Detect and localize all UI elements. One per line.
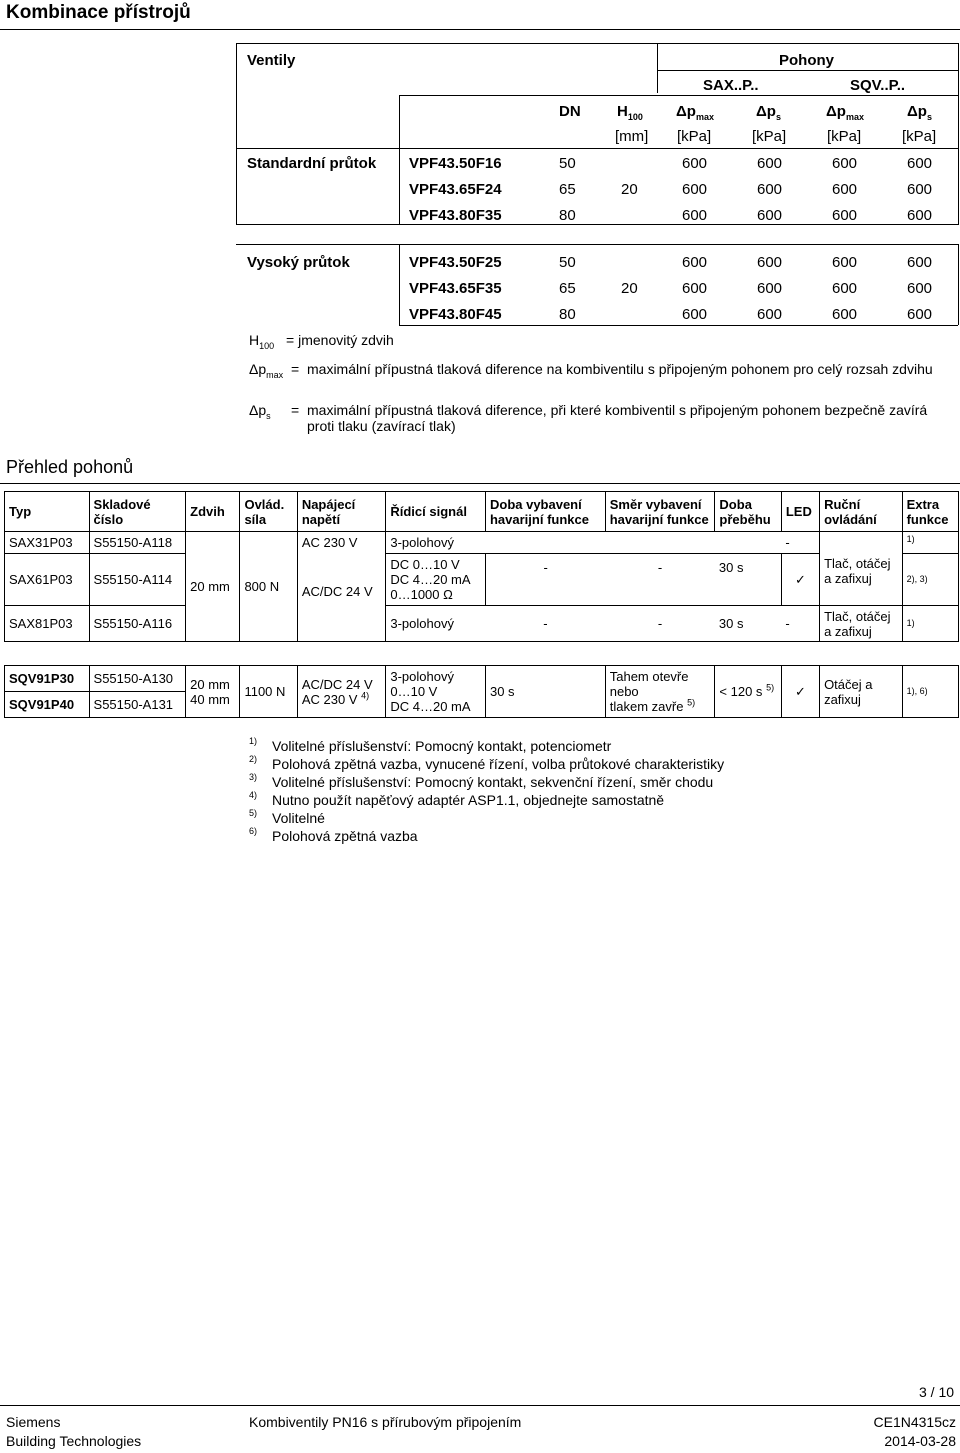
footnote-text: Volitelné příslušenství: Pomocný kontakt, sekvenční řízení, směr chodu — [272, 774, 714, 790]
cislo-cell: S55150-A116 — [89, 606, 186, 642]
footer-date: 2014-03-28 — [884, 1433, 956, 1449]
drives-table-sqv — [4, 665, 959, 718]
sila-cell: 800 N — [240, 532, 297, 642]
cislo-cell: S55150-A118 — [89, 532, 186, 554]
valve-dn: 65 — [559, 181, 576, 198]
prebeh-cell: < 120 s $^{5)}$ — [715, 666, 781, 718]
sax-ps: 600 — [757, 254, 783, 271]
napajeci-cell: AC 230 V — [297, 532, 386, 554]
zdvih-cell: 20 mm 40 mm — [186, 666, 240, 718]
valve-code: VPF43.80F35 — [409, 207, 502, 224]
legend-pmax-eq: = — [291, 361, 300, 377]
sqv-pmax: 600 — [832, 155, 858, 172]
sax-pmax: 600 — [682, 207, 708, 224]
sqv-ps: 600 — [907, 181, 933, 198]
rucni-cell: Tlač, otáčej a zafixuj — [820, 532, 903, 606]
extra-cell: 1), 6) — [902, 666, 958, 718]
sqv-ps: 600 — [907, 306, 933, 323]
footer-division: Building Technologies — [6, 1433, 142, 1449]
napajeci-cell: AC/DC 24 V AC 230 V $^{4)}$ — [297, 666, 386, 718]
sax-pmax: 600 — [682, 306, 708, 323]
sax-pmax: 600 — [682, 181, 708, 198]
header-rucni: Ruční ovládání — [820, 492, 903, 532]
typ-cell: SQV91P30 — [5, 666, 90, 692]
header-sklad: Skladové číslo — [89, 492, 186, 532]
signal-cell: 3-polohový — [386, 532, 486, 554]
valve-code: VPF43.65F24 — [409, 181, 502, 198]
legend-ps-eq: = — [291, 402, 300, 418]
unit-kpa-2: [kPa] — [752, 128, 787, 145]
footnote-text: Volitelné příslušenství: Pomocný kontakt, potenciometr — [272, 738, 612, 754]
group-standard-label: Standardní průtok — [247, 155, 377, 172]
valve-dn: 50 — [559, 155, 576, 172]
group-high-h100: 20 — [621, 280, 638, 297]
sax-pmax: 600 — [682, 155, 708, 172]
unit-kpa-3: [kPa] — [827, 128, 862, 145]
group-standard-h100: 20 — [621, 181, 638, 198]
header-led: LED — [781, 492, 819, 532]
sqv-ps: 600 — [907, 207, 933, 224]
sax-pmax: 600 — [682, 254, 708, 271]
sax-ps: 600 — [757, 207, 783, 224]
drives-table-sax — [4, 491, 959, 642]
unit-mm: [mm] — [615, 128, 649, 145]
legend-pmax-text: maximální přípustná tlaková diference na kombiventilu s připojeným pohonem pro celý rozsah zdvihu — [307, 361, 933, 377]
header-prebeh: Doba přeběhu — [715, 492, 781, 532]
valves-label: Ventily — [247, 52, 296, 69]
legend-ps-text: maximální přípustná tlaková diference, při které kombiventil s připojeným pohonem bezpečně zavírá proti tlaku (zavírací tlak) — [307, 402, 928, 434]
col-dn: DN — [559, 103, 581, 120]
footer-doc-id: CE1N4315cz — [873, 1414, 956, 1430]
sqv-pmax: 600 — [832, 181, 858, 198]
col-pmax-sax: $\Delta p_{max}$ — [676, 103, 714, 122]
col-pmax-sqv: $\Delta p_{max}$ — [826, 103, 864, 122]
rucni-cell: Otáčej a zafixuj — [820, 666, 903, 718]
signal-cell: DC 0…10 V DC 4…20 mA 0…1000 Ω — [386, 554, 486, 606]
prebeh-cell: 30 s — [715, 554, 781, 606]
footnote-number: 4) — [249, 790, 258, 800]
unit-kpa-1: [kPa] — [677, 128, 712, 145]
table-row — [5, 666, 959, 692]
footer-product: Kombiventily PN16 s přírubovým připojením — [249, 1414, 522, 1430]
col-h100: $H_{100}$ — [617, 103, 643, 122]
led-cell: - — [781, 606, 819, 642]
page-title: Kombinace přístrojů — [6, 2, 191, 23]
smer-cell: - — [605, 554, 715, 606]
header-smer: Směr vybavení havarijní funkce — [605, 492, 715, 532]
sqv-ps: 600 — [907, 280, 933, 297]
col-ps-sax: $\Delta p_s$ — [756, 103, 781, 122]
valve-dn: 80 — [559, 306, 576, 323]
typ-cell: SQV91P40 — [5, 692, 90, 718]
valve-code: VPF43.65F35 — [409, 280, 502, 297]
sax-label: SAX..P.. — [703, 77, 759, 94]
footnote-number: 2) — [249, 754, 258, 764]
unit-kpa-4: [kPa] — [902, 128, 937, 145]
footnote-text: Polohová zpětná vazba, vynucené řízení, volba průtokové charakteristiky — [272, 756, 725, 772]
sqv-ps: 600 — [907, 254, 933, 271]
title-rule — [0, 29, 960, 30]
footnote-text: Nutno použít napěťový adaptér ASP1.1, objednejte samostatně — [272, 792, 665, 808]
footer-company: Siemens — [6, 1414, 61, 1430]
doba-cell: 30 s — [485, 666, 605, 718]
header-typ: Typ — [5, 492, 90, 532]
sax-ps: 600 — [757, 306, 783, 323]
led-cell: ✓ — [781, 554, 819, 606]
footnote-text: Polohová zpětná vazba — [272, 828, 418, 844]
sqv-pmax: 600 — [832, 254, 858, 271]
valve-dn: 65 — [559, 280, 576, 297]
typ-cell: SAX81P03 — [5, 606, 90, 642]
page-number: 3 / 10 — [919, 1384, 955, 1400]
zdvih-cell: 20 mm — [186, 532, 240, 642]
sqv-pmax: 600 — [832, 207, 858, 224]
table-row — [5, 606, 959, 642]
cislo-cell: S55150-A131 — [89, 692, 186, 718]
valve-code: VPF43.50F16 — [409, 155, 502, 172]
sila-cell: 1100 N — [240, 666, 297, 718]
napajeci-cell: AC/DC 24 V — [297, 554, 386, 642]
sqv-ps: 600 — [907, 155, 933, 172]
doba-cell: - — [485, 554, 605, 606]
sax-ps: 600 — [757, 181, 783, 198]
drives-heading: Přehled pohonů — [6, 457, 134, 477]
sqv-pmax: 600 — [832, 280, 858, 297]
signal-cell: 3-polohový — [386, 606, 486, 642]
header-zdvih: Zdvih — [186, 492, 240, 532]
group-high-label: Vysoký průtok — [247, 254, 350, 271]
sax-ps: 600 — [757, 280, 783, 297]
footnote-number: 5) — [249, 808, 258, 818]
footnote-number: 3) — [249, 772, 258, 782]
led-cell: ✓ — [781, 666, 819, 718]
cislo-cell: S55150-A130 — [89, 666, 186, 692]
extra-cell: 1) — [902, 532, 958, 554]
rucni-cell: Tlač, otáčej a zafixuj — [820, 606, 903, 642]
header-napajeci: Napájecí napětí — [297, 492, 386, 532]
valve-dn: 50 — [559, 254, 576, 271]
table-row — [5, 554, 959, 606]
typ-cell: SAX31P03 — [5, 532, 90, 554]
col-ps-sqv: $\Delta p_s$ — [907, 103, 932, 122]
legend-ps-symbol: $\Delta p_s$ — [249, 402, 271, 421]
signal-cell: 3-polohový 0…10 V DC 4…20 mA — [386, 666, 486, 718]
header-row — [5, 492, 959, 532]
legend-h100: $H_{100}$ = jmenovitý zdvih — [249, 332, 394, 351]
sqv-label: SQV..P.. — [850, 77, 906, 94]
footnote-number: 1) — [249, 736, 258, 746]
led-cell: - — [781, 532, 819, 554]
valve-code: VPF43.80F45 — [409, 306, 502, 323]
header-extra: Extra funkce — [902, 492, 958, 532]
prebeh-cell: 30 s — [715, 606, 781, 642]
header-ovlad: Ovlád. síla — [240, 492, 297, 532]
sqv-pmax: 600 — [832, 306, 858, 323]
footnote-number: 6) — [249, 826, 258, 836]
extra-cell: 1) — [902, 606, 958, 642]
valve-dn: 80 — [559, 207, 576, 224]
drives-heading-rule — [0, 483, 960, 484]
table-row — [5, 532, 959, 554]
legend-pmax-symbol: $\Delta p_{max}$ — [249, 361, 284, 380]
cislo-cell: S55150-A114 — [89, 554, 186, 606]
smer-cell: - — [605, 606, 715, 642]
footer-rule — [0, 1405, 960, 1406]
sax-pmax: 600 — [682, 280, 708, 297]
typ-cell: SAX61P03 — [5, 554, 90, 606]
valve-code: VPF43.50F25 — [409, 254, 502, 271]
footnote-text: Volitelné — [272, 810, 325, 826]
extra-cell: 2), 3) — [902, 554, 958, 606]
drives-label: Pohony — [779, 52, 834, 69]
doba-cell: - — [485, 606, 605, 642]
sax-ps: 600 — [757, 155, 783, 172]
smer-cell: Tahem otevře nebo tlakem zavře $^{5)}$ — [605, 666, 715, 718]
header-doba: Doba vybavení havarijní funkce — [485, 492, 605, 532]
header-ridici: Řídicí signál — [386, 492, 486, 532]
